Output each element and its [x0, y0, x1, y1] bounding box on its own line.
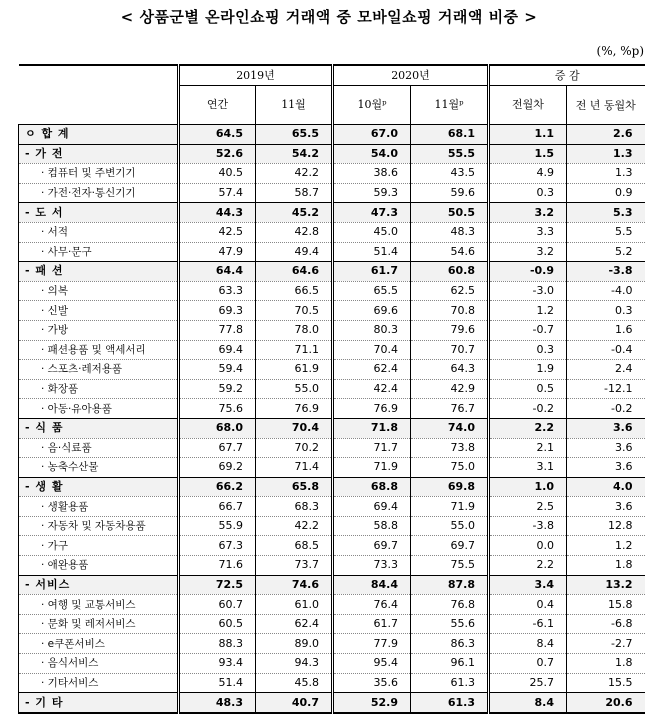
- cell-yoy-change: 3.6: [567, 438, 645, 458]
- cell-oct-2020: 95.4: [333, 654, 411, 674]
- header-mom: 전월차: [489, 86, 567, 125]
- cell-nov-2020: 62.5: [411, 281, 489, 301]
- table-row: [19, 516, 645, 536]
- cell-annual-2019: 60.5: [179, 614, 256, 634]
- cell-mom-change: 3.1: [489, 458, 567, 478]
- cell-nov-2019: 70.2: [256, 438, 333, 458]
- cell-yoy-change: 1.3: [567, 164, 645, 184]
- row-label: · 신발: [19, 301, 179, 321]
- cell-nov-2020: 96.1: [411, 654, 489, 674]
- cell-yoy-change: 3.6: [567, 497, 645, 517]
- cell-mom-change: 2.2: [489, 556, 567, 576]
- cell-yoy-change: 5.5: [567, 222, 645, 242]
- cell-mom-change: 0.0: [489, 536, 567, 556]
- cell-oct-2020: 77.9: [333, 634, 411, 654]
- table-row: [19, 360, 645, 380]
- cell-yoy-change: 1.8: [567, 556, 645, 576]
- cell-yoy-change: -2.7: [567, 634, 645, 654]
- cell-oct-2020: 42.4: [333, 379, 411, 399]
- cell-nov-2019: 76.9: [256, 399, 333, 419]
- cell-oct-2020: 35.6: [333, 673, 411, 693]
- cell-nov-2019: 49.4: [256, 242, 333, 262]
- cell-yoy-change: 15.5: [567, 673, 645, 693]
- cell-oct-2020: 69.6: [333, 301, 411, 321]
- cell-oct-2020: 59.3: [333, 183, 411, 203]
- cell-annual-2019: 72.5: [179, 575, 256, 595]
- cell-mom-change: 2.5: [489, 497, 567, 517]
- cell-mom-change: -3.0: [489, 281, 567, 301]
- table-row: [19, 634, 645, 654]
- table-row: [19, 222, 645, 242]
- cell-mom-change: -0.9: [489, 262, 567, 282]
- cell-mom-change: 0.5: [489, 379, 567, 399]
- cell-nov-2019: 61.0: [256, 595, 333, 615]
- cell-nov-2020: 55.0: [411, 516, 489, 536]
- cell-mom-change: 8.4: [489, 634, 567, 654]
- cell-mom-change: 3.2: [489, 203, 567, 223]
- row-label: · 음식서비스: [19, 654, 179, 674]
- table-row: [19, 183, 645, 203]
- header-2019: 2019년: [179, 65, 333, 86]
- cell-yoy-change: 1.3: [567, 144, 645, 164]
- table-row: [19, 477, 645, 497]
- row-label: - 서비스: [19, 575, 179, 595]
- cell-oct-2020: 58.8: [333, 516, 411, 536]
- cell-nov-2019: 73.7: [256, 556, 333, 576]
- row-label: · 자동차 및 자동차용품: [19, 516, 179, 536]
- cell-mom-change: -6.1: [489, 614, 567, 634]
- cell-nov-2019: 71.1: [256, 340, 333, 360]
- table-row: [19, 144, 645, 164]
- cell-nov-2020: 70.7: [411, 340, 489, 360]
- cell-mom-change: 3.3: [489, 222, 567, 242]
- header-yoy: 전 년 동월차: [567, 86, 645, 125]
- cell-nov-2019: 68.5: [256, 536, 333, 556]
- cell-yoy-change: -6.8: [567, 614, 645, 634]
- cell-mom-change: 4.9: [489, 164, 567, 184]
- row-label: · 서적: [19, 222, 179, 242]
- cell-annual-2019: 55.9: [179, 516, 256, 536]
- table-row: [19, 203, 645, 223]
- cell-annual-2019: 69.4: [179, 340, 256, 360]
- cell-annual-2019: 40.5: [179, 164, 256, 184]
- cell-mom-change: 2.2: [489, 418, 567, 438]
- table-row: [19, 614, 645, 634]
- cell-nov-2020: 87.8: [411, 575, 489, 595]
- row-label: · 아동·유아용품: [19, 399, 179, 419]
- row-label: · 사무·문구: [19, 242, 179, 262]
- table-row: [19, 262, 645, 282]
- cell-oct-2020: 70.4: [333, 340, 411, 360]
- cell-annual-2019: 42.5: [179, 222, 256, 242]
- cell-oct-2020: 38.6: [333, 164, 411, 184]
- cell-annual-2019: 59.4: [179, 360, 256, 380]
- row-label: · 가구: [19, 536, 179, 556]
- cell-yoy-change: 5.2: [567, 242, 645, 262]
- row-label: · 농축수산물: [19, 458, 179, 478]
- row-label: - 패 션: [19, 262, 179, 282]
- row-label: · 생활용품: [19, 497, 179, 517]
- cell-mom-change: 1.1: [489, 125, 567, 145]
- cell-annual-2019: 93.4: [179, 654, 256, 674]
- cell-annual-2019: 60.7: [179, 595, 256, 615]
- cell-yoy-change: -0.2: [567, 399, 645, 419]
- cell-mom-change: -0.7: [489, 320, 567, 340]
- cell-oct-2020: 76.4: [333, 595, 411, 615]
- cell-mom-change: 3.2: [489, 242, 567, 262]
- cell-oct-2020: 71.8: [333, 418, 411, 438]
- cell-nov-2019: 40.7: [256, 693, 333, 713]
- cell-oct-2020: 80.3: [333, 320, 411, 340]
- cell-nov-2020: 64.3: [411, 360, 489, 380]
- cell-nov-2019: 71.4: [256, 458, 333, 478]
- cell-yoy-change: -12.1: [567, 379, 645, 399]
- cell-nov-2020: 75.5: [411, 556, 489, 576]
- table-row: [19, 497, 645, 517]
- table-row: [19, 399, 645, 419]
- cell-nov-2019: 74.6: [256, 575, 333, 595]
- row-label: · 가방: [19, 320, 179, 340]
- cell-nov-2020: 60.8: [411, 262, 489, 282]
- cell-nov-2019: 42.8: [256, 222, 333, 242]
- cell-annual-2019: 48.3: [179, 693, 256, 713]
- cell-yoy-change: 4.0: [567, 477, 645, 497]
- cell-nov-2020: 50.5: [411, 203, 489, 223]
- cell-nov-2019: 55.0: [256, 379, 333, 399]
- cell-oct-2020: 84.4: [333, 575, 411, 595]
- cell-annual-2019: 52.6: [179, 144, 256, 164]
- cell-mom-change: 8.4: [489, 693, 567, 713]
- cell-nov-2020: 69.7: [411, 536, 489, 556]
- cell-oct-2020: 51.4: [333, 242, 411, 262]
- table-row: [19, 379, 645, 399]
- cell-nov-2019: 42.2: [256, 164, 333, 184]
- cell-nov-2019: 94.3: [256, 654, 333, 674]
- cell-oct-2020: 61.7: [333, 262, 411, 282]
- cell-nov-2019: 65.8: [256, 477, 333, 497]
- cell-annual-2019: 69.2: [179, 458, 256, 478]
- cell-mom-change: 25.7: [489, 673, 567, 693]
- mobile-share-table: [18, 64, 645, 714]
- row-label: · 기타서비스: [19, 673, 179, 693]
- cell-yoy-change: 1.8: [567, 654, 645, 674]
- row-label: ㅇ 합 계: [19, 125, 179, 145]
- table-row: [19, 340, 645, 360]
- table-row: [19, 418, 645, 438]
- cell-annual-2019: 47.9: [179, 242, 256, 262]
- cell-oct-2020: 68.8: [333, 477, 411, 497]
- table-row: [19, 164, 645, 184]
- cell-nov-2020: 48.3: [411, 222, 489, 242]
- cell-oct-2020: 45.0: [333, 222, 411, 242]
- cell-yoy-change: 1.2: [567, 536, 645, 556]
- cell-nov-2019: 54.2: [256, 144, 333, 164]
- cell-nov-2020: 76.7: [411, 399, 489, 419]
- cell-yoy-change: -3.8: [567, 262, 645, 282]
- cell-yoy-change: 3.6: [567, 418, 645, 438]
- cell-nov-2020: 61.3: [411, 673, 489, 693]
- header-change: 증 감: [489, 65, 645, 86]
- table-row: [19, 595, 645, 615]
- cell-annual-2019: 67.3: [179, 536, 256, 556]
- table-row: [19, 693, 645, 713]
- cell-nov-2020: 75.0: [411, 458, 489, 478]
- cell-yoy-change: 2.6: [567, 125, 645, 145]
- table-row: [19, 536, 645, 556]
- cell-nov-2019: 42.2: [256, 516, 333, 536]
- table-row: [19, 281, 645, 301]
- cell-annual-2019: 64.5: [179, 125, 256, 145]
- row-label: - 생 활: [19, 477, 179, 497]
- table-row: [19, 301, 645, 321]
- cell-oct-2020: 61.7: [333, 614, 411, 634]
- cell-nov-2019: 89.0: [256, 634, 333, 654]
- table-row: [19, 438, 645, 458]
- table-row: [19, 242, 645, 262]
- cell-yoy-change: -0.4: [567, 340, 645, 360]
- cell-annual-2019: 66.7: [179, 497, 256, 517]
- cell-mom-change: 2.1: [489, 438, 567, 458]
- cell-annual-2019: 67.7: [179, 438, 256, 458]
- row-label: · 의복: [19, 281, 179, 301]
- cell-yoy-change: 1.6: [567, 320, 645, 340]
- cell-nov-2019: 68.3: [256, 497, 333, 517]
- cell-nov-2020: 70.8: [411, 301, 489, 321]
- cell-nov-2020: 73.8: [411, 438, 489, 458]
- cell-mom-change: -0.2: [489, 399, 567, 419]
- table-row: [19, 575, 645, 595]
- cell-yoy-change: -4.0: [567, 281, 645, 301]
- cell-nov-2019: 61.9: [256, 360, 333, 380]
- cell-annual-2019: 51.4: [179, 673, 256, 693]
- cell-annual-2019: 71.6: [179, 556, 256, 576]
- cell-annual-2019: 63.3: [179, 281, 256, 301]
- cell-nov-2020: 79.6: [411, 320, 489, 340]
- cell-annual-2019: 88.3: [179, 634, 256, 654]
- row-label: · 화장품: [19, 379, 179, 399]
- cell-mom-change: 1.5: [489, 144, 567, 164]
- cell-yoy-change: 20.6: [567, 693, 645, 713]
- cell-annual-2019: 64.4: [179, 262, 256, 282]
- cell-yoy-change: 2.4: [567, 360, 645, 380]
- table-row: [19, 125, 645, 145]
- cell-nov-2020: 55.6: [411, 614, 489, 634]
- table-row: [19, 458, 645, 478]
- cell-yoy-change: 15.8: [567, 595, 645, 615]
- unit-label: (%, %p): [596, 44, 644, 58]
- cell-nov-2020: 86.3: [411, 634, 489, 654]
- table-row: [19, 320, 645, 340]
- cell-nov-2019: 66.5: [256, 281, 333, 301]
- cell-oct-2020: 52.9: [333, 693, 411, 713]
- cell-nov-2019: 70.5: [256, 301, 333, 321]
- cell-nov-2019: 45.2: [256, 203, 333, 223]
- row-label: · e쿠폰서비스: [19, 634, 179, 654]
- cell-mom-change: 1.2: [489, 301, 567, 321]
- header-annual: 연간: [179, 86, 256, 125]
- cell-yoy-change: 13.2: [567, 575, 645, 595]
- cell-oct-2020: 71.7: [333, 438, 411, 458]
- cell-nov-2019: 62.4: [256, 614, 333, 634]
- cell-nov-2020: 42.9: [411, 379, 489, 399]
- cell-annual-2019: 68.0: [179, 418, 256, 438]
- cell-nov-2020: 74.0: [411, 418, 489, 438]
- cell-nov-2019: 65.5: [256, 125, 333, 145]
- cell-oct-2020: 73.3: [333, 556, 411, 576]
- cell-nov-2020: 69.8: [411, 477, 489, 497]
- cell-annual-2019: 44.3: [179, 203, 256, 223]
- row-label: - 기 타: [19, 693, 179, 713]
- cell-mom-change: 0.3: [489, 183, 567, 203]
- row-label: · 컴퓨터 및 주변기기: [19, 164, 179, 184]
- table-row: [19, 654, 645, 674]
- cell-mom-change: 0.7: [489, 654, 567, 674]
- row-label: - 식 품: [19, 418, 179, 438]
- cell-mom-change: 1.0: [489, 477, 567, 497]
- header-2020: 2020년: [333, 65, 489, 86]
- header-oct-2020: 10월ᵖ: [333, 86, 411, 125]
- cell-oct-2020: 54.0: [333, 144, 411, 164]
- page-title: < 상품군별 온라인쇼핑 거래액 중 모바일쇼핑 거래액 비중 >: [120, 8, 538, 26]
- row-label: · 문화 및 레저서비스: [19, 614, 179, 634]
- cell-nov-2020: 76.8: [411, 595, 489, 615]
- cell-annual-2019: 59.2: [179, 379, 256, 399]
- cell-annual-2019: 69.3: [179, 301, 256, 321]
- table-row: [19, 673, 645, 693]
- cell-oct-2020: 67.0: [333, 125, 411, 145]
- cell-oct-2020: 76.9: [333, 399, 411, 419]
- cell-yoy-change: 0.9: [567, 183, 645, 203]
- cell-nov-2020: 43.5: [411, 164, 489, 184]
- header-nov-2020: 11월ᵖ: [411, 86, 489, 125]
- row-label: · 음·식료품: [19, 438, 179, 458]
- cell-oct-2020: 69.4: [333, 497, 411, 517]
- cell-yoy-change: 5.3: [567, 203, 645, 223]
- cell-oct-2020: 71.9: [333, 458, 411, 478]
- row-label: · 스포츠·레저용품: [19, 360, 179, 380]
- cell-mom-change: 0.4: [489, 595, 567, 615]
- cell-yoy-change: 3.6: [567, 458, 645, 478]
- header-nov-2019: 11월: [256, 86, 333, 125]
- table-row: [19, 556, 645, 576]
- cell-annual-2019: 77.8: [179, 320, 256, 340]
- header-blank: [19, 65, 179, 125]
- row-label: - 가 전: [19, 144, 179, 164]
- cell-nov-2019: 45.8: [256, 673, 333, 693]
- cell-nov-2020: 59.6: [411, 183, 489, 203]
- row-label: · 가전·전자·통신기기: [19, 183, 179, 203]
- cell-annual-2019: 66.2: [179, 477, 256, 497]
- cell-nov-2019: 58.7: [256, 183, 333, 203]
- cell-mom-change: 3.4: [489, 575, 567, 595]
- cell-annual-2019: 57.4: [179, 183, 256, 203]
- row-label: - 도 서: [19, 203, 179, 223]
- cell-yoy-change: 12.8: [567, 516, 645, 536]
- cell-oct-2020: 69.7: [333, 536, 411, 556]
- cell-mom-change: 0.3: [489, 340, 567, 360]
- row-label: · 패션용품 및 액세서리: [19, 340, 179, 360]
- row-label: · 애완용품: [19, 556, 179, 576]
- cell-mom-change: 1.9: [489, 360, 567, 380]
- cell-oct-2020: 47.3: [333, 203, 411, 223]
- row-label: · 여행 및 교통서비스: [19, 595, 179, 615]
- cell-nov-2020: 71.9: [411, 497, 489, 517]
- cell-nov-2020: 61.3: [411, 693, 489, 713]
- cell-nov-2019: 78.0: [256, 320, 333, 340]
- cell-nov-2019: 70.4: [256, 418, 333, 438]
- cell-mom-change: -3.8: [489, 516, 567, 536]
- cell-oct-2020: 62.4: [333, 360, 411, 380]
- cell-nov-2020: 55.5: [411, 144, 489, 164]
- cell-annual-2019: 75.6: [179, 399, 256, 419]
- cell-nov-2019: 64.6: [256, 262, 333, 282]
- cell-nov-2020: 54.6: [411, 242, 489, 262]
- cell-oct-2020: 65.5: [333, 281, 411, 301]
- cell-nov-2020: 68.1: [411, 125, 489, 145]
- cell-yoy-change: 0.3: [567, 301, 645, 321]
